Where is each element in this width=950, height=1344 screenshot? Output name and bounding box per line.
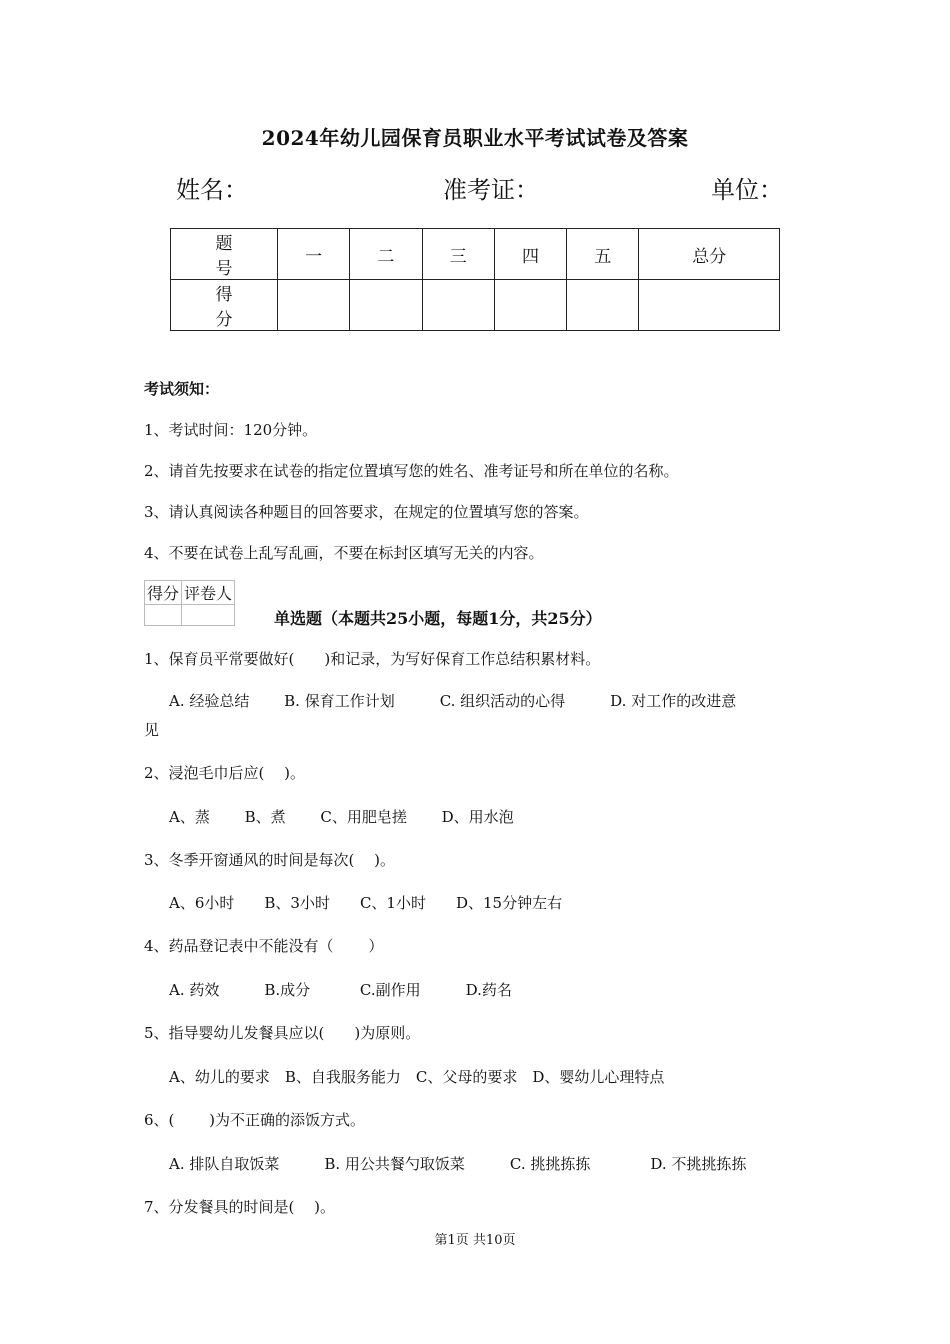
question-1-options: A. 经验总结 B. 保育工作计划 C. 组织活动的心得 D. 对工作的改进意 (169, 692, 737, 710)
question-3: 3、冬季开窗通风的时间是每次( )。 (144, 851, 396, 869)
question-7: 7、分发餐具的时间是( )。 (144, 1198, 336, 1216)
score-cell-4[interactable] (494, 280, 566, 331)
score-cell-5[interactable] (567, 280, 639, 331)
score-table-header-row (171, 229, 780, 280)
question-4-options: A. 药效 B.成分 C.副作用 D.药名 (169, 981, 512, 999)
unit-field-label: 单位： (711, 176, 783, 204)
grader-reviewer-cell[interactable] (182, 605, 235, 626)
exam-id-field-label: 准考证： (443, 176, 539, 204)
question-6-options: A. 排队自取饭菜 B. 用公共餐勺取饭菜 C. 挑挑拣拣 D. 不挑挑拣拣 (169, 1155, 747, 1173)
grader-score-cell[interactable] (145, 605, 182, 626)
score-col-3: 三 (422, 229, 494, 280)
question-3-options: A、6小时 B、3小时 C、1小时 D、15分钟左右 (169, 894, 563, 912)
score-col-1: 一 (278, 229, 350, 280)
score-row-label-score: 得 分 (171, 280, 278, 331)
score-table-score-row (171, 280, 780, 331)
notice-item: 3、请认真阅读各种题目的回答要求，在规定的位置填写您的答案。 (144, 503, 589, 521)
score-cell-2[interactable] (350, 280, 422, 331)
question-2-options: A、蒸 B、煮 C、用肥皂搓 D、用水泡 (169, 808, 514, 826)
grader-table (144, 580, 235, 626)
name-field-label: 姓名： (176, 176, 248, 204)
score-col-4: 四 (494, 229, 566, 280)
notice-item: 4、不要在试卷上乱写乱画，不要在标封区填写无关的内容。 (144, 544, 544, 562)
score-col-total: 总分 (639, 229, 780, 280)
section-heading: 单选题（本题共25小题，每题1分，共25分） (274, 609, 602, 628)
score-row-label-number: 题 号 (171, 229, 278, 280)
question-6: 6、( )为不正确的添饭方式。 (144, 1111, 366, 1129)
question-4: 4、药品登记表中不能没有（ ） (144, 937, 384, 955)
score-cell-3[interactable] (422, 280, 494, 331)
notice-heading: 考试须知： (144, 380, 220, 398)
score-cell-total[interactable] (639, 280, 780, 331)
grader-score-label: 得分 (145, 581, 182, 605)
grader-reviewer-label: 评卷人 (182, 581, 235, 605)
notice-item: 2、请首先按要求在试卷的指定位置填写您的姓名、准考证号和所在单位的名称。 (144, 462, 679, 480)
question-5-options: A、幼儿的要求 B、自我服务能力 C、父母的要求 D、婴幼儿心理特点 (169, 1068, 665, 1086)
notice-item: 1、考试时间：120分钟。 (144, 421, 318, 439)
page-footer: 第1页 共10页 (434, 1233, 516, 1248)
question-5: 5、指导婴幼儿发餐具应以( )为原则。 (144, 1024, 421, 1042)
question-2: 2、浸泡毛巾后应( )。 (144, 764, 306, 782)
question-1-options-continued: 见 (144, 721, 160, 739)
document-title: 2024年幼儿园保育员职业水平考试试卷及答案 (261, 126, 689, 150)
question-1: 1、保育员平常要做好( )和记录，为写好保育工作总结积累材料。 (144, 650, 601, 668)
score-col-2: 二 (350, 229, 422, 280)
score-table (170, 228, 780, 331)
score-col-5: 五 (567, 229, 639, 280)
